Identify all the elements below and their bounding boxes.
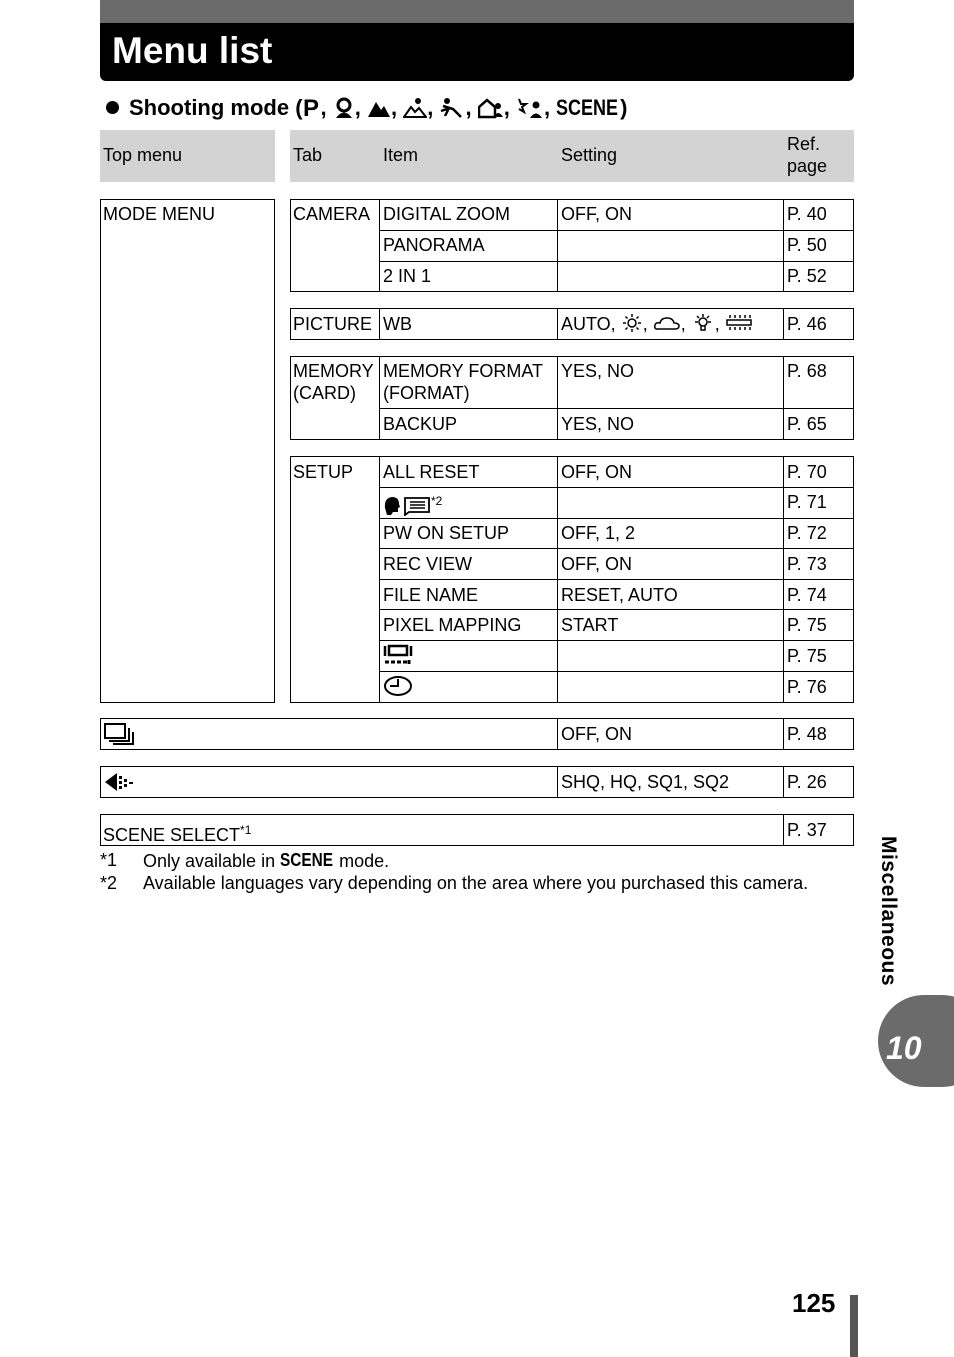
svg-text:SCENE: SCENE: [556, 95, 619, 119]
memory-item-0a: MEMORY FORMAT: [383, 361, 544, 381]
header-top-menu: Top menu: [103, 145, 183, 165]
setup-item-6: [383, 644, 415, 671]
footnote-2-mark: *2: [100, 873, 118, 893]
setup-item-1: [383, 490, 442, 517]
picture-tab: PICTURE: [293, 314, 373, 334]
mode-menu-label: MODE MENU: [103, 204, 215, 224]
cloudy-icon: [653, 313, 681, 333]
sports-mode-icon: [439, 97, 465, 119]
picture-ref: P. 46: [787, 314, 827, 334]
sequential-setting: OFF, ON: [561, 724, 632, 744]
landscape-portrait-icon: [403, 97, 427, 119]
scene-select-sup: *1: [240, 823, 252, 837]
night-portrait-icon: [516, 97, 544, 119]
record-mode-icon: [103, 771, 135, 793]
tungsten-icon: [691, 313, 715, 333]
setup-ref-0: P. 70: [787, 462, 827, 482]
sequential-shooting-icon: [103, 722, 135, 746]
side-label: Miscellaneous: [877, 836, 900, 987]
setup-item-2: PW ON SETUP: [383, 523, 510, 543]
scene-select-label: [103, 819, 251, 846]
header-tab: Tab: [293, 145, 323, 165]
language-icon: [383, 494, 431, 516]
setup-item-0: ALL RESET: [383, 462, 480, 482]
header-setting: Setting: [561, 145, 618, 165]
svg-text:SCENE: SCENE: [280, 850, 334, 869]
memory-ref-0: P. 68: [787, 361, 827, 381]
setup-ref-7: P. 76: [787, 677, 827, 697]
page-bar: [850, 1295, 858, 1357]
setup-ref-4: P. 74: [787, 585, 827, 605]
setup-ref-3: P. 73: [787, 554, 827, 574]
memory-setting-0: YES, NO: [561, 361, 635, 381]
setup-ref-5: P. 75: [787, 615, 827, 635]
fluorescent-icon: [725, 313, 753, 333]
clock-icon: [383, 675, 413, 697]
landscape-mode-icon: [367, 97, 391, 119]
header-right-cell: [290, 130, 854, 182]
setup-item-1-sup: *2: [431, 494, 443, 508]
record-mode-row: [100, 766, 854, 798]
memory-tab-2: (CARD): [293, 383, 356, 403]
setup-ref-2: P. 72: [787, 523, 827, 543]
setup-item-3: REC VIEW: [383, 554, 473, 574]
section-close: ): [620, 95, 628, 120]
footnote-1: [143, 849, 389, 872]
picture-setting: AUTO, , , ,: [561, 313, 753, 335]
record-mode-setting: SHQ, HQ, SQ1, SQ2: [561, 772, 730, 792]
header-item: Item: [383, 145, 419, 165]
scene-mode-icon: [280, 849, 334, 869]
setup-item-4: FILE NAME: [383, 585, 479, 605]
camera-item-2: 2 IN 1: [383, 266, 432, 286]
camera-setting-0: OFF, ON: [561, 204, 632, 224]
bullet-icon: [106, 101, 119, 114]
header-ref-1: Ref.: [787, 134, 821, 154]
camera-ref-2: P. 52: [787, 266, 827, 286]
setup-setting-3: OFF, ON: [561, 554, 632, 574]
camera-ref-1: P. 50: [787, 235, 827, 255]
indoor-mode-icon: [478, 97, 504, 119]
record-mode-ref: P. 26: [787, 772, 827, 792]
scene-select-text: SCENE SELECT: [103, 825, 241, 845]
svg-text:P: P: [302, 95, 319, 119]
memory-setting-1: YES, NO: [561, 414, 635, 434]
header-ref-2: page: [787, 156, 828, 176]
setup-setting-5: START: [561, 615, 619, 635]
section-heading: Shooting mode ( P , , , , , , , SCENE ): [106, 92, 628, 124]
header-top-menu-cell: [100, 130, 275, 182]
setup-ref-1: P. 71: [787, 492, 827, 512]
top-bar: [100, 0, 854, 23]
mode-menu-box: [100, 199, 275, 703]
portrait-mode-icon: [333, 97, 355, 119]
memory-ref-1: P. 65: [787, 414, 827, 434]
monitor-brightness-icon: [383, 644, 415, 666]
chapter-number: 10: [886, 1030, 922, 1066]
setup-tab: SETUP: [293, 462, 354, 482]
setup-setting-2: OFF, 1, 2: [561, 523, 636, 543]
wb-auto-label: AUTO,: [561, 314, 621, 334]
picture-item: WB: [383, 314, 412, 334]
scene-mode-icon: [556, 95, 620, 119]
camera-item-0: DIGITAL ZOOM: [383, 204, 511, 224]
camera-item-1: PANORAMA: [383, 235, 485, 255]
page-title: Menu list: [112, 30, 273, 71]
section-label: Shooting mode (: [129, 95, 303, 120]
sequential-ref: P. 48: [787, 724, 827, 744]
page-number: 125: [792, 1288, 836, 1318]
sunny-icon: [621, 313, 643, 333]
footnote-1-text-after: mode.: [334, 851, 390, 871]
footnote-1-text-before: Only available in: [143, 851, 281, 871]
record-mode-icon-cell: [103, 771, 135, 798]
scene-select-ref: P. 37: [787, 820, 827, 840]
footnote-1-mark: *1: [100, 850, 118, 870]
camera-tab: CAMERA: [293, 204, 371, 224]
program-mode-icon: [303, 95, 321, 119]
memory-item-1: BACKUP: [383, 414, 458, 434]
sequential-row: [100, 718, 854, 750]
camera-ref-0: P. 40: [787, 204, 827, 224]
setup-item-7: [383, 675, 413, 702]
setup-ref-6: P. 75: [787, 646, 827, 666]
memory-tab-1: MEMORY: [293, 361, 374, 381]
footnote-2: Available languages vary depending on the area where you purchased this camera.: [143, 873, 809, 893]
setup-setting-0: OFF, ON: [561, 462, 632, 482]
memory-item-0b: (FORMAT): [383, 383, 470, 403]
setup-setting-4: RESET, AUTO: [561, 585, 678, 605]
setup-item-5: PIXEL MAPPING: [383, 615, 522, 635]
sequential-icon-cell: [103, 722, 135, 751]
